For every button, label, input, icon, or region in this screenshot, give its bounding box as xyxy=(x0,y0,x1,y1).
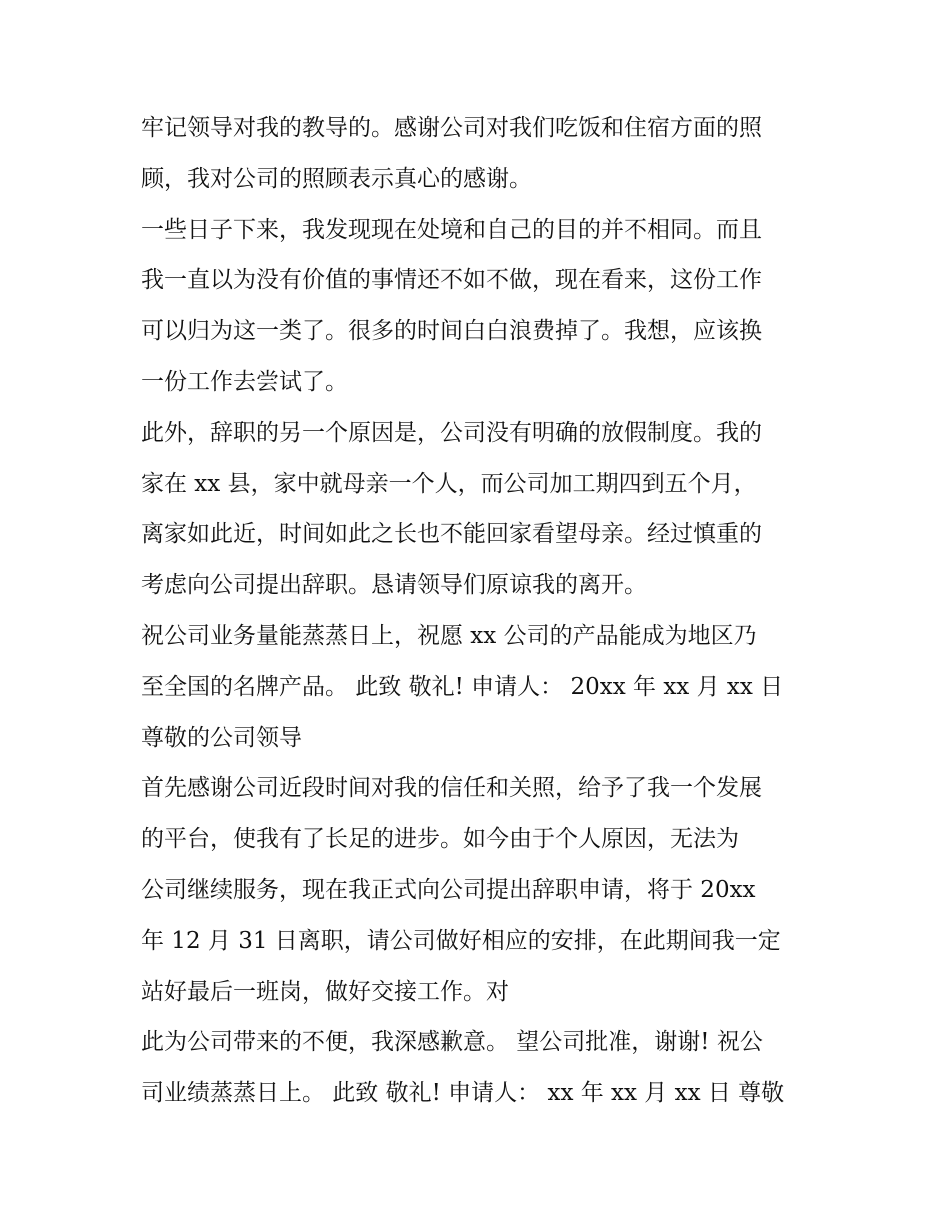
text-line: 离家如此近，时间如此之长也不能回家看望母亲。经过慎重的 xyxy=(141,521,762,548)
text-line: 考虑向公司提出辞职。恳请领导们原谅我的离开。 xyxy=(141,572,647,599)
text-line: 我一直以为没有价值的事情还不如不做，现在看来，这份工作 xyxy=(141,267,762,294)
text-line: 尊敬的公司领导 xyxy=(141,724,302,751)
text-line: 首先感谢公司近段时间对我的信任和关照，给予了我一个发展 xyxy=(141,775,762,802)
text-line: 一份工作去尝试了。 xyxy=(141,368,348,395)
text-line: 年 12 月 31 日离职，请公司做好相应的安排，在此期间我一定 xyxy=(141,927,781,954)
text-line: 可以归为这一类了。很多的时间白白浪费掉了。我想，应该换 xyxy=(141,318,762,345)
text-line: 一些日子下来，我发现现在处境和自己的目的并不相同。而且 xyxy=(141,216,762,243)
text-line: 家在 xx 县，家中就母亲一个人，而公司加工期四到五个月， xyxy=(141,470,757,497)
text-line: 此为公司带来的不便，我深感歉意。 望公司批准，谢谢! 祝公 xyxy=(141,1029,763,1056)
text-line: 公司继续服务，现在我正式向公司提出辞职申请，将于 20xx xyxy=(141,876,756,903)
text-line: 顾，我对公司的照顾表示真心的感谢。 xyxy=(141,165,532,192)
text-line: 司业绩蒸蒸日上。 此致 敬礼! 申请人： xx 年 xx 月 xx 日 尊敬 xyxy=(141,1080,785,1107)
text-line: 至全国的名牌产品。 此致 敬礼! 申请人： 20xx 年 xx 月 xx 日 xyxy=(141,673,784,700)
document-body xyxy=(141,103,821,1119)
text-line: 牢记领导对我的教导的。感谢公司对我们吃饭和住宿方面的照 xyxy=(141,115,762,141)
text-line: 祝公司业务量能蒸蒸日上，祝愿 xx 公司的产品能成为地区乃 xyxy=(141,622,757,649)
text-line: 的平台，使我有了长足的进步。如今由于个人原因，无法为 xyxy=(141,826,739,853)
text-line: 站好最后一班岗，做好交接工作。对 xyxy=(141,978,509,1005)
text-line: 此外，辞职的另一个原因是，公司没有明确的放假制度。我的 xyxy=(141,419,762,446)
